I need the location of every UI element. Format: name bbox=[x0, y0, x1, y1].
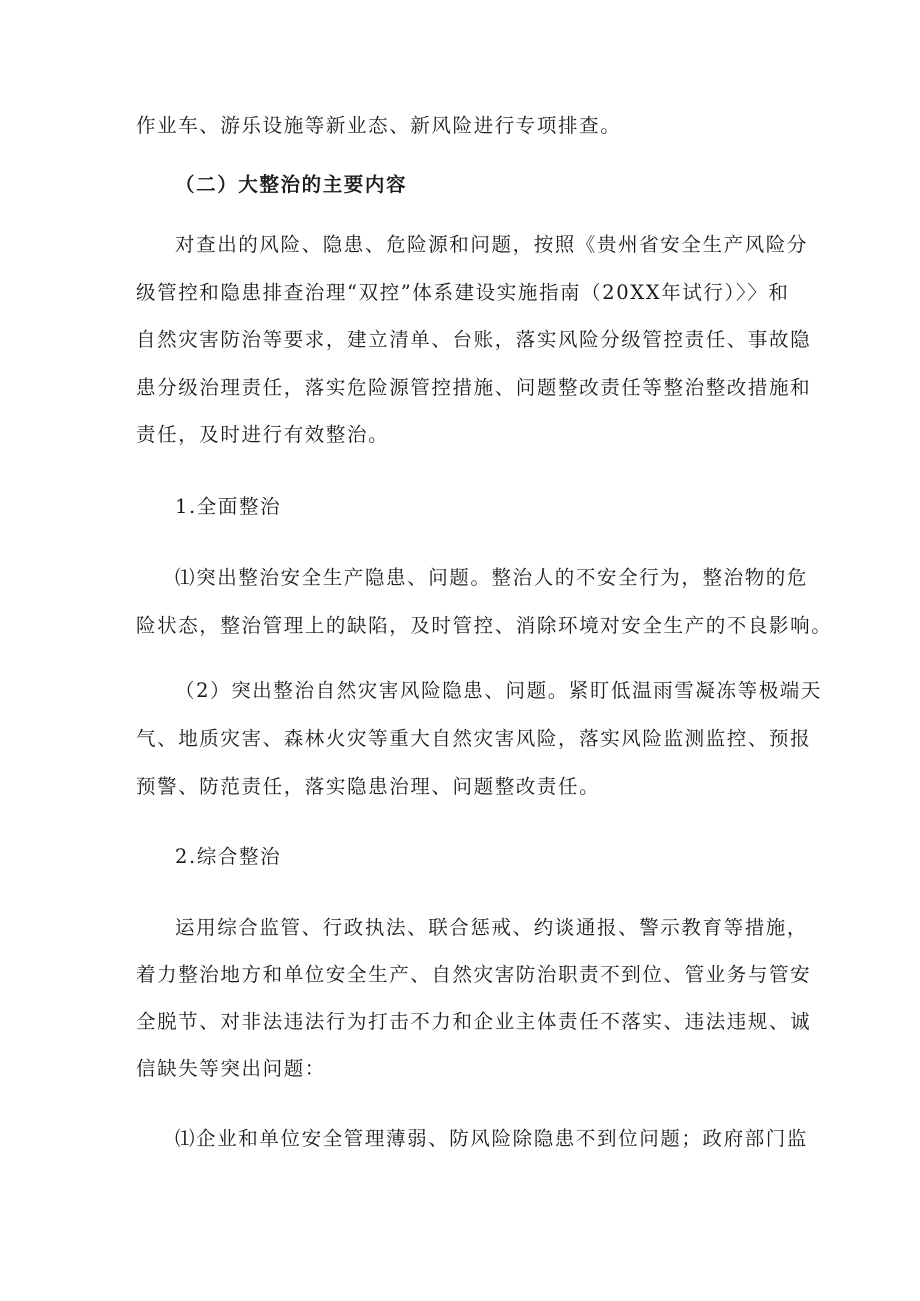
subsection-heading: 1.全面整治 bbox=[175, 495, 282, 518]
text-line: 全脱节、对非法违法行为打击不力和企业主体责任不落实、违法违规、诚 bbox=[136, 1010, 812, 1033]
text-line: 对查出的风险、隐患、危险源和问题，按照《贵州省安全生产风险分 bbox=[175, 233, 809, 256]
text-line: 级管控和隐患排查治理“双控”体系建设实施指南（20XX年试行）〉〉和 bbox=[136, 281, 790, 304]
text-line: 气、地质灾害、森林火灾等重大自然灾害风险，落实风险监测监控、预报 bbox=[136, 727, 812, 750]
text-line: 作业车、游乐设施等新业态、新风险进行专项排查。 bbox=[136, 114, 622, 137]
text-line: 预警、防范责任，落实隐患治理、问题整改责任。 bbox=[136, 775, 601, 798]
text-line: 运用综合监管、行政执法、联合惩戒、约谈通报、警示教育等措施， bbox=[175, 916, 809, 939]
section-heading: （二）大整治的主要内容 bbox=[175, 173, 408, 196]
text-line: （2）突出整治自然灾害风险隐患、问题。紧盯低温雨雪凝冻等极端天 bbox=[175, 679, 823, 702]
text-line: 着力整治地方和单位安全生产、自然灾害防治职责不到位、管业务与管安 bbox=[136, 963, 812, 986]
text-line: 患分级治理责任，落实危险源管控措施、问题整改责任等整治整改措施和 bbox=[136, 376, 812, 399]
text-line: 自然灾害防治等要求，建立清单、台账，落实风险分级管控责任、事故隐 bbox=[136, 328, 812, 351]
text-line: 险状态，整治管理上的缺陷，及时管控、消除环境对安全生产的不良影响。 bbox=[136, 614, 833, 637]
text-line: 信缺失等突出问题： bbox=[136, 1057, 326, 1080]
text-line: 责任，及时进行有效整治。 bbox=[136, 423, 390, 446]
text-line: ⑴突出整治安全生产隐患、问题。整治人的不安全行为，整治物的危 bbox=[175, 566, 809, 589]
text-line: ⑴企业和单位安全管理薄弱、防风险除隐患不到位问题；政府部门监 bbox=[175, 1127, 809, 1150]
subsection-heading: 2.综合整治 bbox=[175, 845, 282, 868]
